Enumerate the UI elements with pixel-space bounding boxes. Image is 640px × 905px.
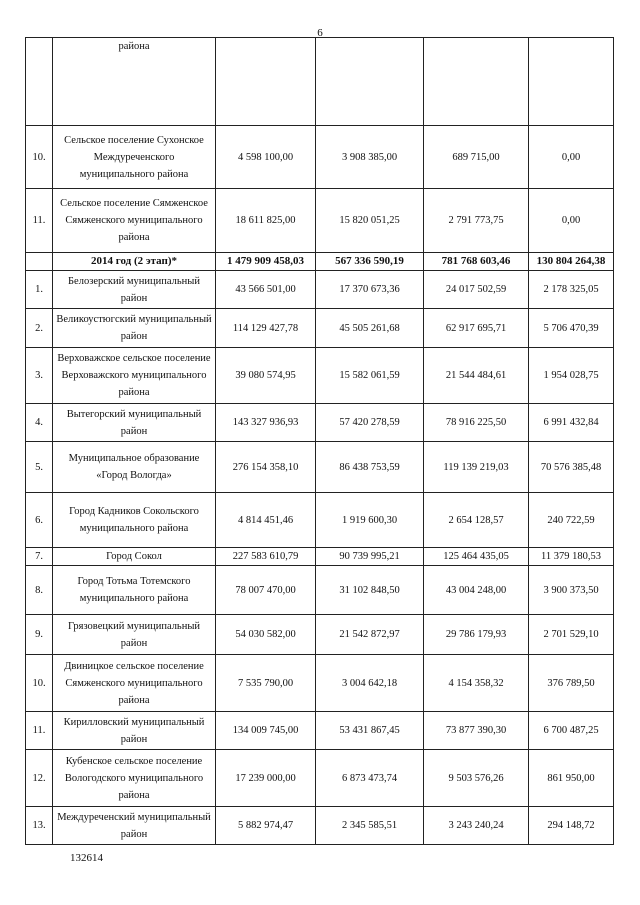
funding-table [25, 37, 614, 845]
cell-v3: 125 464 435,05 [424, 548, 529, 566]
table-body [26, 38, 614, 845]
cell-num: 2. [26, 309, 53, 348]
table-row [26, 404, 614, 442]
cell-v1: 5 882 974,47 [216, 807, 316, 845]
cell-v4: 2 178 325,05 [529, 271, 614, 309]
cell-v1: 1 479 909 458,03 [216, 253, 316, 271]
cell-num: 8. [26, 566, 53, 615]
cell-name: Великоустюгский муниципальный район [53, 309, 216, 348]
table-row [26, 750, 614, 807]
cell-v2: 15 820 051,25 [316, 189, 424, 253]
table-row [26, 38, 614, 126]
cell-v2: 15 582 061,59 [316, 348, 424, 404]
table-row [26, 271, 614, 309]
cell-v3: 21 544 484,61 [424, 348, 529, 404]
cell-name: Белозерский муниципальный район [53, 271, 216, 309]
cell-v4: 6 991 432,84 [529, 404, 614, 442]
page-number: 6 [317, 27, 323, 39]
cell-v4: 130 804 264,38 [529, 253, 614, 271]
table-row [26, 712, 614, 750]
cell-v4: 0,00 [529, 189, 614, 253]
cell-v3: 781 768 603,46 [424, 253, 529, 271]
cell-v2: 2 345 585,51 [316, 807, 424, 845]
cell-name: Кирилловский муниципальный район [53, 712, 216, 750]
cell-name: Город Кадников Сокольского муниципального района [53, 493, 216, 548]
cell-num: 13. [26, 807, 53, 845]
cell-name: Грязовецкий муниципальный район [53, 615, 216, 655]
cell-name: Кубенское сельское поселение Вологодского муниципального района [53, 750, 216, 807]
cell-v3: 2 654 128,57 [424, 493, 529, 548]
cell-name: Междуреченский муниципальный район [53, 807, 216, 845]
cell-v4: 376 789,50 [529, 655, 614, 712]
cell-v4: 0,00 [529, 126, 614, 189]
cell-v4: 11 379 180,53 [529, 548, 614, 566]
cell-name: Сельское поселение Сямженское Сямженского муниципального района [53, 189, 216, 253]
cell-v2: 45 505 261,68 [316, 309, 424, 348]
cell-name: района [53, 38, 216, 126]
cell-name: Двиницкое сельское поселение Сямженского муниципального района [53, 655, 216, 712]
total-row [26, 253, 614, 271]
table-row [26, 548, 614, 566]
cell-v3: 119 139 219,03 [424, 442, 529, 493]
cell-name: Город Тотьма Тотемского муниципального района [53, 566, 216, 615]
cell-num [26, 38, 53, 126]
cell-v1: 4 814 451,46 [216, 493, 316, 548]
cell-v4: 6 700 487,25 [529, 712, 614, 750]
cell-v2: 1 919 600,30 [316, 493, 424, 548]
cell-v1: 227 583 610,79 [216, 548, 316, 566]
cell-v2: 3 004 642,18 [316, 655, 424, 712]
cell-v3 [424, 38, 529, 126]
cell-v4: 2 701 529,10 [529, 615, 614, 655]
cell-num: 6. [26, 493, 53, 548]
cell-v4: 294 148,72 [529, 807, 614, 845]
table-row [26, 807, 614, 845]
cell-num: 10. [26, 655, 53, 712]
document-id: 132614 [70, 852, 103, 864]
cell-num [26, 253, 53, 271]
cell-v4: 70 576 385,48 [529, 442, 614, 493]
cell-v2: 86 438 753,59 [316, 442, 424, 493]
cell-v3: 78 916 225,50 [424, 404, 529, 442]
cell-v3: 3 243 240,24 [424, 807, 529, 845]
cell-v1: 43 566 501,00 [216, 271, 316, 309]
cell-name: Вытегорский муниципальный район [53, 404, 216, 442]
cell-v4: 861 950,00 [529, 750, 614, 807]
table-row [26, 566, 614, 615]
cell-v2: 90 739 995,21 [316, 548, 424, 566]
cell-v2: 53 431 867,45 [316, 712, 424, 750]
cell-num: 10. [26, 126, 53, 189]
cell-v1: 18 611 825,00 [216, 189, 316, 253]
cell-v3: 43 004 248,00 [424, 566, 529, 615]
cell-v3: 29 786 179,93 [424, 615, 529, 655]
table-row [26, 126, 614, 189]
cell-v1: 134 009 745,00 [216, 712, 316, 750]
cell-v3: 9 503 576,26 [424, 750, 529, 807]
table-row [26, 348, 614, 404]
cell-v3: 689 715,00 [424, 126, 529, 189]
cell-v3: 24 017 502,59 [424, 271, 529, 309]
cell-v2: 6 873 473,74 [316, 750, 424, 807]
cell-num: 1. [26, 271, 53, 309]
cell-v2: 3 908 385,00 [316, 126, 424, 189]
cell-num: 9. [26, 615, 53, 655]
cell-name: Город Сокол [53, 548, 216, 566]
cell-v1: 17 239 000,00 [216, 750, 316, 807]
cell-v1: 54 030 582,00 [216, 615, 316, 655]
cell-v2 [316, 38, 424, 126]
cell-v2: 21 542 872,97 [316, 615, 424, 655]
cell-v3: 2 791 773,75 [424, 189, 529, 253]
cell-num: 12. [26, 750, 53, 807]
table-row [26, 442, 614, 493]
cell-v1: 276 154 358,10 [216, 442, 316, 493]
cell-num: 7. [26, 548, 53, 566]
cell-v4 [529, 38, 614, 126]
cell-v1: 114 129 427,78 [216, 309, 316, 348]
cell-v3: 4 154 358,32 [424, 655, 529, 712]
cell-v1: 39 080 574,95 [216, 348, 316, 404]
cell-name: Верховажское сельское поселение Верховажского муниципального района [53, 348, 216, 404]
cell-num: 11. [26, 712, 53, 750]
table-row [26, 309, 614, 348]
cell-num: 11. [26, 189, 53, 253]
table-row [26, 655, 614, 712]
cell-name: Сельское поселение Сухонское Междуреченского муниципального района [53, 126, 216, 189]
cell-v3: 73 877 390,30 [424, 712, 529, 750]
cell-v1: 78 007 470,00 [216, 566, 316, 615]
cell-v2: 17 370 673,36 [316, 271, 424, 309]
cell-v4: 1 954 028,75 [529, 348, 614, 404]
cell-v4: 240 722,59 [529, 493, 614, 548]
cell-v1: 143 327 936,93 [216, 404, 316, 442]
cell-v2: 31 102 848,50 [316, 566, 424, 615]
cell-num: 3. [26, 348, 53, 404]
cell-name: Муниципальное образование «Город Вологда» [53, 442, 216, 493]
table-row [26, 189, 614, 253]
cell-num: 5. [26, 442, 53, 493]
cell-v1 [216, 38, 316, 126]
table-row [26, 493, 614, 548]
cell-v4: 5 706 470,39 [529, 309, 614, 348]
cell-v2: 567 336 590,19 [316, 253, 424, 271]
cell-v1: 4 598 100,00 [216, 126, 316, 189]
cell-v2: 57 420 278,59 [316, 404, 424, 442]
cell-v3: 62 917 695,71 [424, 309, 529, 348]
cell-num: 4. [26, 404, 53, 442]
cell-v4: 3 900 373,50 [529, 566, 614, 615]
table-row [26, 615, 614, 655]
cell-name: 2014 год (2 этап)* [53, 253, 216, 271]
cell-v1: 7 535 790,00 [216, 655, 316, 712]
